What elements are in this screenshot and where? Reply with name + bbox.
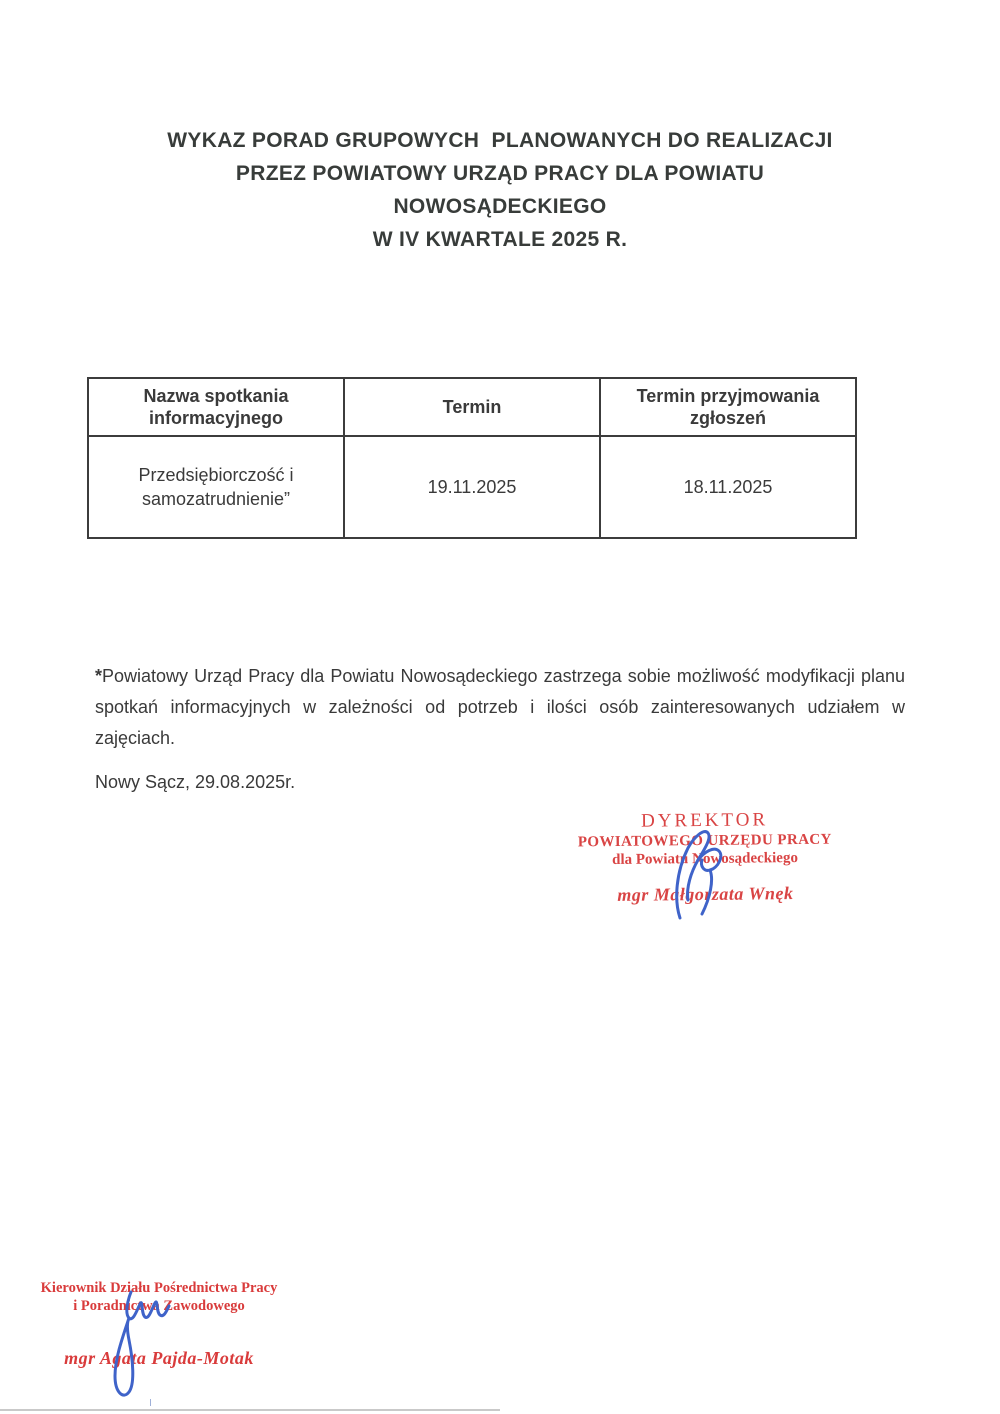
cell-termin: 19.11.2025 (344, 436, 600, 538)
scan-artifact-line (0, 1409, 500, 1411)
table-row (88, 436, 856, 538)
director-stamp-title: DYREKTOR (640, 809, 769, 832)
schedule-table (87, 377, 857, 539)
manager-stamp-title-line2: i Poradnictwa Zawodowego (73, 1298, 245, 1314)
director-stamp-office: POWIATOWEGO URZĘDU PRACY (577, 831, 832, 851)
title-line-4: W IV KWARTALE 2025 R. (372, 228, 628, 251)
director-stamp-district: dla Powiatu Nowosądeckiego (612, 850, 799, 868)
manager-stamp-title-line1: Kierownik Działu Pośrednictwa Pracy (40, 1280, 278, 1296)
footnote-asterisk: * (95, 666, 103, 686)
cell-meeting-name: Przedsiębiorczość i samozatrudnienie” (88, 436, 344, 538)
scan-artifact-tick (150, 1399, 151, 1406)
cell-termin-zgloszen: 18.11.2025 (600, 436, 856, 538)
header-termin-zgloszen: Termin przyjmowania zgłoszeń (600, 378, 856, 436)
place-date: Nowy Sącz, 29.08.2025r. (95, 772, 296, 792)
footnote-paragraph (95, 661, 905, 754)
title-line-3: NOWOSĄDECKIEGO (393, 195, 607, 218)
director-signature-icon (658, 826, 736, 922)
footnote-text: Powiatowy Urząd Pracy dla Powiatu Nowosądeckiego zastrzega sobie możliwość modyfikacji planu spotkań informacyjnych w zależności od potrzeb i ilości osób zainteresowanych udziałem w zajęciach. (95, 666, 905, 748)
title-line-2: PRZEZ POWIATOWY URZĄD PRACY DLA POWIATU (235, 162, 765, 185)
manager-signature-icon (103, 1288, 173, 1406)
header-meeting-name: Nazwa spotkania informacyjnego (88, 378, 344, 436)
table-header-row (88, 378, 856, 436)
document-title (0, 124, 1000, 256)
title-line-1: WYKAZ PORAD GRUPOWYCH PLANOWANYCH DO REALIZACJI (167, 129, 833, 152)
director-stamp-name: mgr Małgorzata Wnęk (617, 883, 794, 905)
manager-stamp-name: mgr Agata Pajda-Motak (64, 1348, 254, 1368)
header-termin: Termin (344, 378, 600, 436)
